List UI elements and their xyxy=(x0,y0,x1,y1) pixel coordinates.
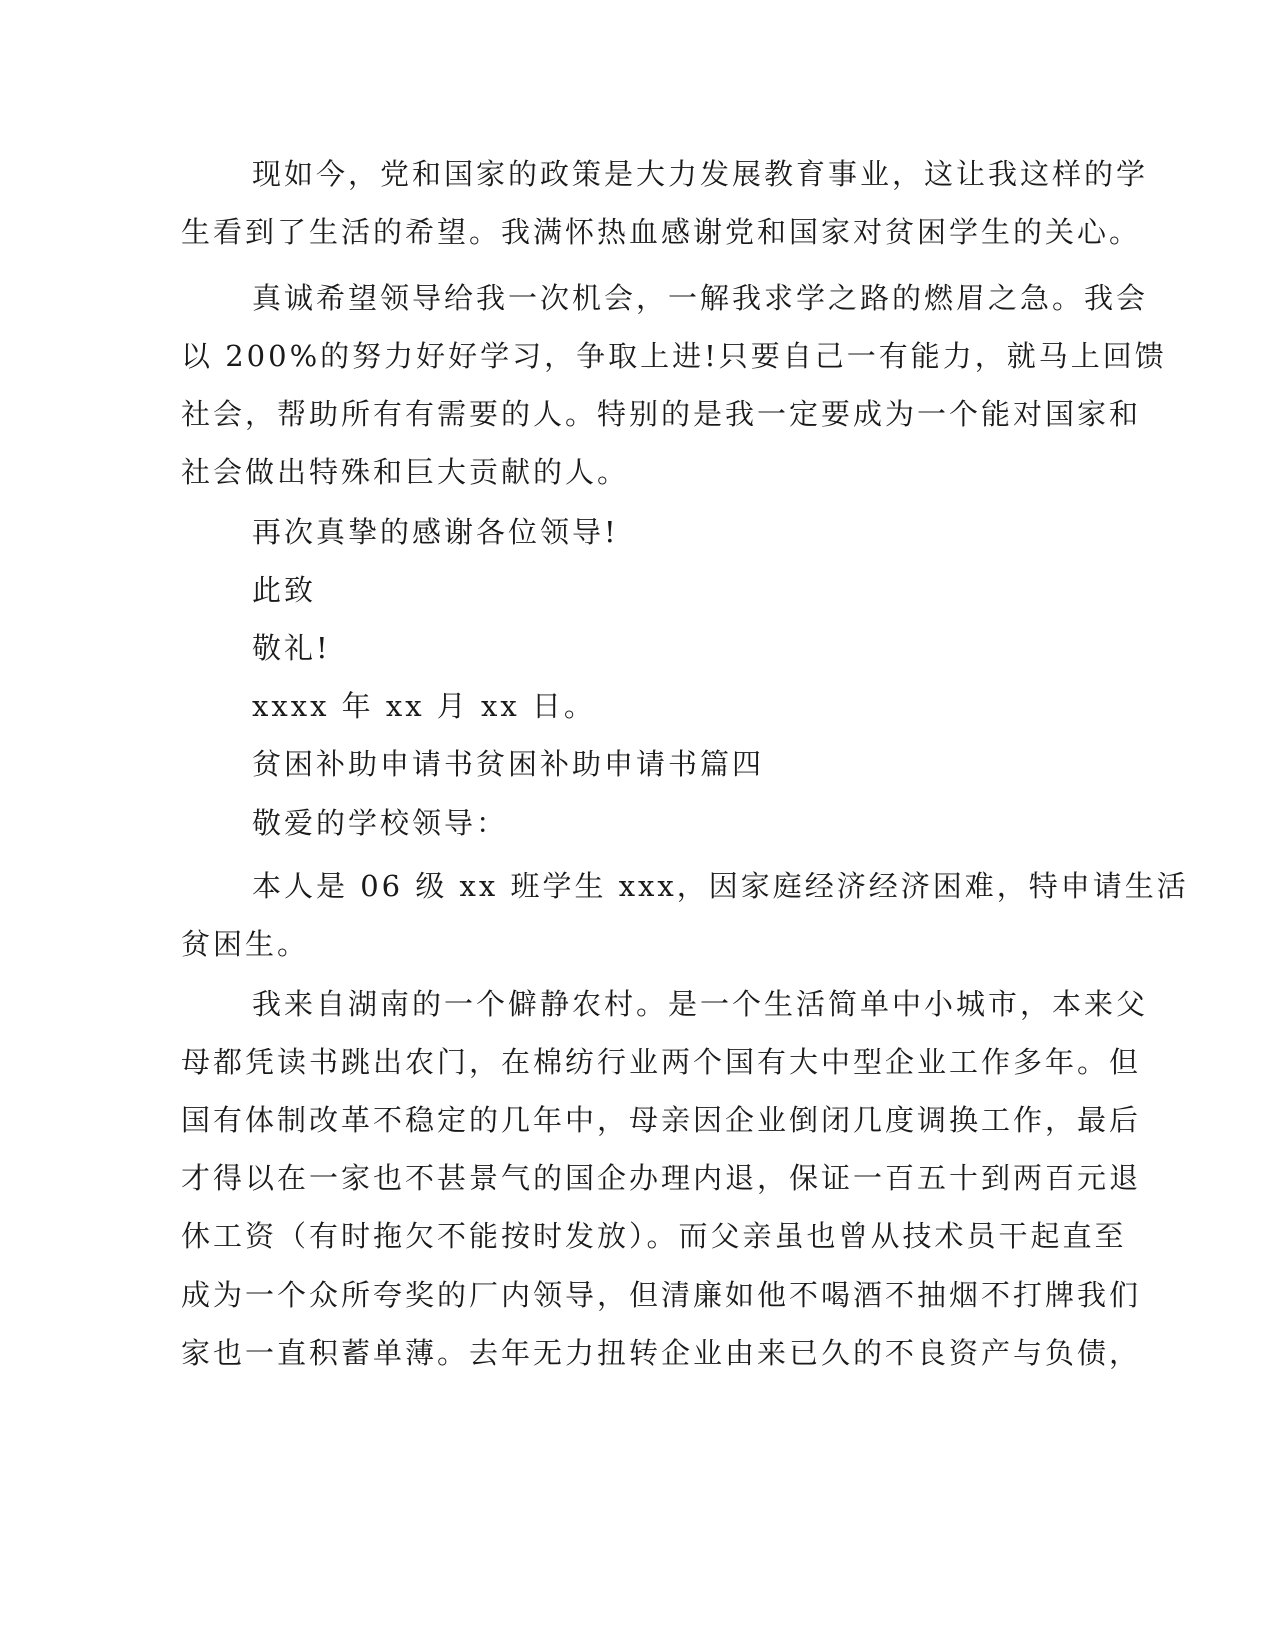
paragraph-line: 敬礼! xyxy=(252,631,331,665)
paragraph-line: 我来自湖南的一个僻静农村。是一个生活简单中小城市，本来父 xyxy=(252,987,1149,1021)
paragraph-line: 真诚希望领导给我一次机会，一解我求学之路的燃眉之急。我会 xyxy=(252,281,1149,315)
paragraph-line: 才得以在一家也不甚景气的国企办理内退，保证一百五十到两百元退 xyxy=(181,1161,1142,1195)
date-line: xxxx 年 xx 月 xx 日。 xyxy=(252,689,596,723)
paragraph-line: 现如今，党和国家的政策是大力发展教育事业，这让我这样的学 xyxy=(252,157,1149,191)
paragraph-line: 以 200%的努力好好学习，争取上进!只要自己一有能力，就马上回馈 xyxy=(181,339,1167,373)
paragraph-line: 母都凭读书跳出农门，在棉纺行业两个国有大中型企业工作多年。但 xyxy=(181,1045,1142,1079)
paragraph-line: 生看到了生活的希望。我满怀热血感谢党和国家对贫困学生的关心。 xyxy=(181,215,1142,249)
salutation: 敬爱的学校领导： xyxy=(252,806,509,840)
paragraph-line: 休工资（有时拖欠不能按时发放）。而父亲虽也曾从技术员干起直至 xyxy=(181,1219,1127,1253)
paragraph-line: 贫困生。 xyxy=(181,927,310,961)
paragraph-line: 国有体制改革不稳定的几年中，母亲因企业倒闭几度调换工作，最后 xyxy=(181,1103,1142,1137)
paragraph-line: 成为一个众所夸奖的厂内领导，但清廉如他不喝酒不抽烟不打牌我们 xyxy=(181,1278,1142,1312)
paragraph-line: 再次真挚的感谢各位领导! xyxy=(252,515,619,549)
paragraph-line: 此致 xyxy=(252,573,317,607)
paragraph-line: 社会，帮助所有有需要的人。特别的是我一定要成为一个能对国家和 xyxy=(181,397,1142,431)
paragraph-line: 家也一直积蓄单薄。去年无力扭转企业由来已久的不良资产与负债， xyxy=(181,1336,1142,1370)
paragraph-line: 社会做出特殊和巨大贡献的人。 xyxy=(181,455,630,489)
paragraph-line: 本人是 06 级 xx 班学生 xxx，因家庭经济经济困难，特申请生活 xyxy=(252,869,1189,903)
section-heading: 贫困补助申请书贫困补助申请书篇四 xyxy=(252,747,765,781)
